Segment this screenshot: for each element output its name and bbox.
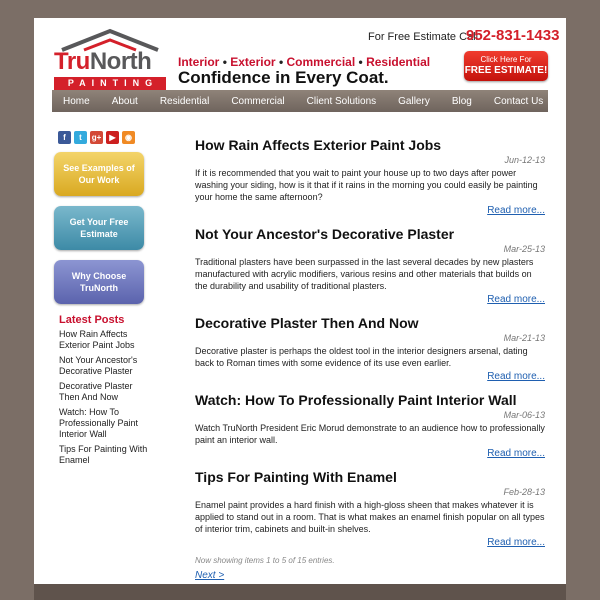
- blog-post: [195, 469, 545, 548]
- footer-band: [34, 584, 566, 600]
- separator: •: [222, 55, 227, 69]
- get-free-estimate-button[interactable]: Get Your Free Estimate: [54, 206, 144, 250]
- next-page-link[interactable]: Next >: [195, 570, 225, 581]
- see-examples-button[interactable]: See Examples of Our Work: [54, 152, 144, 196]
- latest-post-link[interactable]: Not Your Ancestor's Decorative Plaster: [59, 355, 138, 376]
- service-exterior: Exterior: [230, 55, 276, 69]
- logo-wordmark: TruNorth: [54, 48, 152, 75]
- post-title[interactable]: Watch: How To Professionally Paint Interior Wall: [195, 392, 517, 408]
- why-choose-button[interactable]: Why Choose TruNorth: [54, 260, 144, 304]
- main-nav: [52, 90, 548, 112]
- pagination-status: Now showing items 1 to 5 of 15 entries.: [195, 556, 335, 565]
- page-container: [34, 18, 566, 584]
- latest-posts-heading: Latest Posts: [59, 314, 125, 326]
- post-title[interactable]: Not Your Ancestor's Decorative Plaster: [195, 226, 455, 242]
- post-title[interactable]: How Rain Affects Exterior Paint Jobs: [195, 137, 442, 153]
- nav-blog[interactable]: Blog: [451, 95, 472, 107]
- latest-post-link[interactable]: Tips For Painting With Enamel: [59, 444, 148, 465]
- post-excerpt: Decorative plaster is perhaps the oldest tool in the interior designers arsenal, dating back to Roman times with some evidence of its use even earlier.: [195, 346, 528, 368]
- services-line: [178, 55, 430, 69]
- post-excerpt: Traditional plasters have been surpassed in the last several decades by new plasters manufactured with acrylic modifiers, various resins and other materials that builds on the durability and usability of traditional plasters.: [195, 257, 534, 291]
- post-date: Feb-28-13: [503, 487, 545, 497]
- free-estimate-button[interactable]: [464, 51, 548, 81]
- read-more-link[interactable]: Read more...: [487, 294, 545, 305]
- free-estimate-button-line2: FREE ESTIMATE!: [464, 65, 548, 76]
- post-date: Mar-21-13: [503, 333, 545, 343]
- google-plus-icon[interactable]: g+: [91, 133, 102, 142]
- post-date: Mar-25-13: [503, 244, 545, 254]
- blog-post: [195, 315, 545, 382]
- latest-post-link[interactable]: How Rain Affects Exterior Paint Jobs: [59, 329, 135, 350]
- post-excerpt: Watch TruNorth President Eric Morud demonstrate to an audience how to professionally paint an interior wall.: [195, 423, 545, 445]
- read-more-link[interactable]: Read more...: [487, 371, 545, 382]
- nav-home[interactable]: Home: [63, 95, 90, 107]
- trunorth-logo[interactable]: [54, 28, 166, 88]
- post-excerpt: Enamel paint provides a hard finish with a high-gloss sheen that makes whatever it is applied to stand out in a room. That is what makes an enamel finish popular on all types of interior trim, cabinets and built-in shelves.: [195, 500, 545, 534]
- read-more-link[interactable]: Read more...: [487, 448, 545, 459]
- latest-posts-list: [59, 329, 151, 470]
- separator: •: [278, 55, 284, 69]
- blog-post: [195, 392, 545, 459]
- blog-post: [195, 226, 545, 305]
- post-title[interactable]: Decorative Plaster Then And Now: [195, 315, 419, 331]
- rss-icon[interactable]: ◉: [122, 131, 135, 144]
- nav-commercial[interactable]: Commercial: [231, 95, 285, 107]
- read-more-link[interactable]: Read more...: [487, 537, 545, 548]
- post-date: Mar-06-13: [503, 410, 545, 420]
- nav-contact-us[interactable]: Contact Us: [493, 95, 544, 107]
- logo-painting-bar: PAINTING: [54, 77, 166, 90]
- nav-residential[interactable]: Residential: [159, 95, 210, 107]
- separator: •: [358, 55, 363, 69]
- nav-gallery[interactable]: Gallery: [398, 95, 430, 107]
- latest-post-link[interactable]: Decorative Plaster Then And Now: [59, 381, 133, 402]
- nav-about[interactable]: About: [111, 95, 138, 107]
- post-date: Jun-12-13: [504, 155, 545, 165]
- service-commercial: Commercial: [286, 55, 356, 69]
- nav-client-solutions[interactable]: Client Solutions: [306, 95, 377, 107]
- blog-post-list: [195, 137, 545, 583]
- read-more-link[interactable]: Read more...: [487, 205, 545, 216]
- latest-post-link[interactable]: Watch: How To Professionally Paint Interior Wall: [59, 407, 139, 439]
- facebook-icon[interactable]: f: [58, 131, 71, 144]
- phone-number[interactable]: 952-831-1433: [466, 27, 560, 44]
- estimate-call-label: For Free Estimate Call: [368, 31, 479, 43]
- free-estimate-button-line1: Click Here For: [480, 55, 532, 64]
- post-excerpt: If it is recommended that you wait to paint your house up to two days after power washing your siding, how is it that if it rains in the morning you could easily be painting your home the same afternoon?: [195, 168, 538, 202]
- social-icons: [58, 131, 135, 144]
- tagline: Confidence in Every Coat.: [178, 68, 389, 87]
- post-title[interactable]: Tips For Painting With Enamel: [195, 469, 397, 485]
- service-interior: Interior: [178, 55, 220, 69]
- twitter-icon[interactable]: t: [74, 131, 87, 144]
- service-residential: Residential: [366, 55, 431, 69]
- blog-post: [195, 137, 545, 216]
- youtube-icon[interactable]: ▶: [106, 131, 119, 144]
